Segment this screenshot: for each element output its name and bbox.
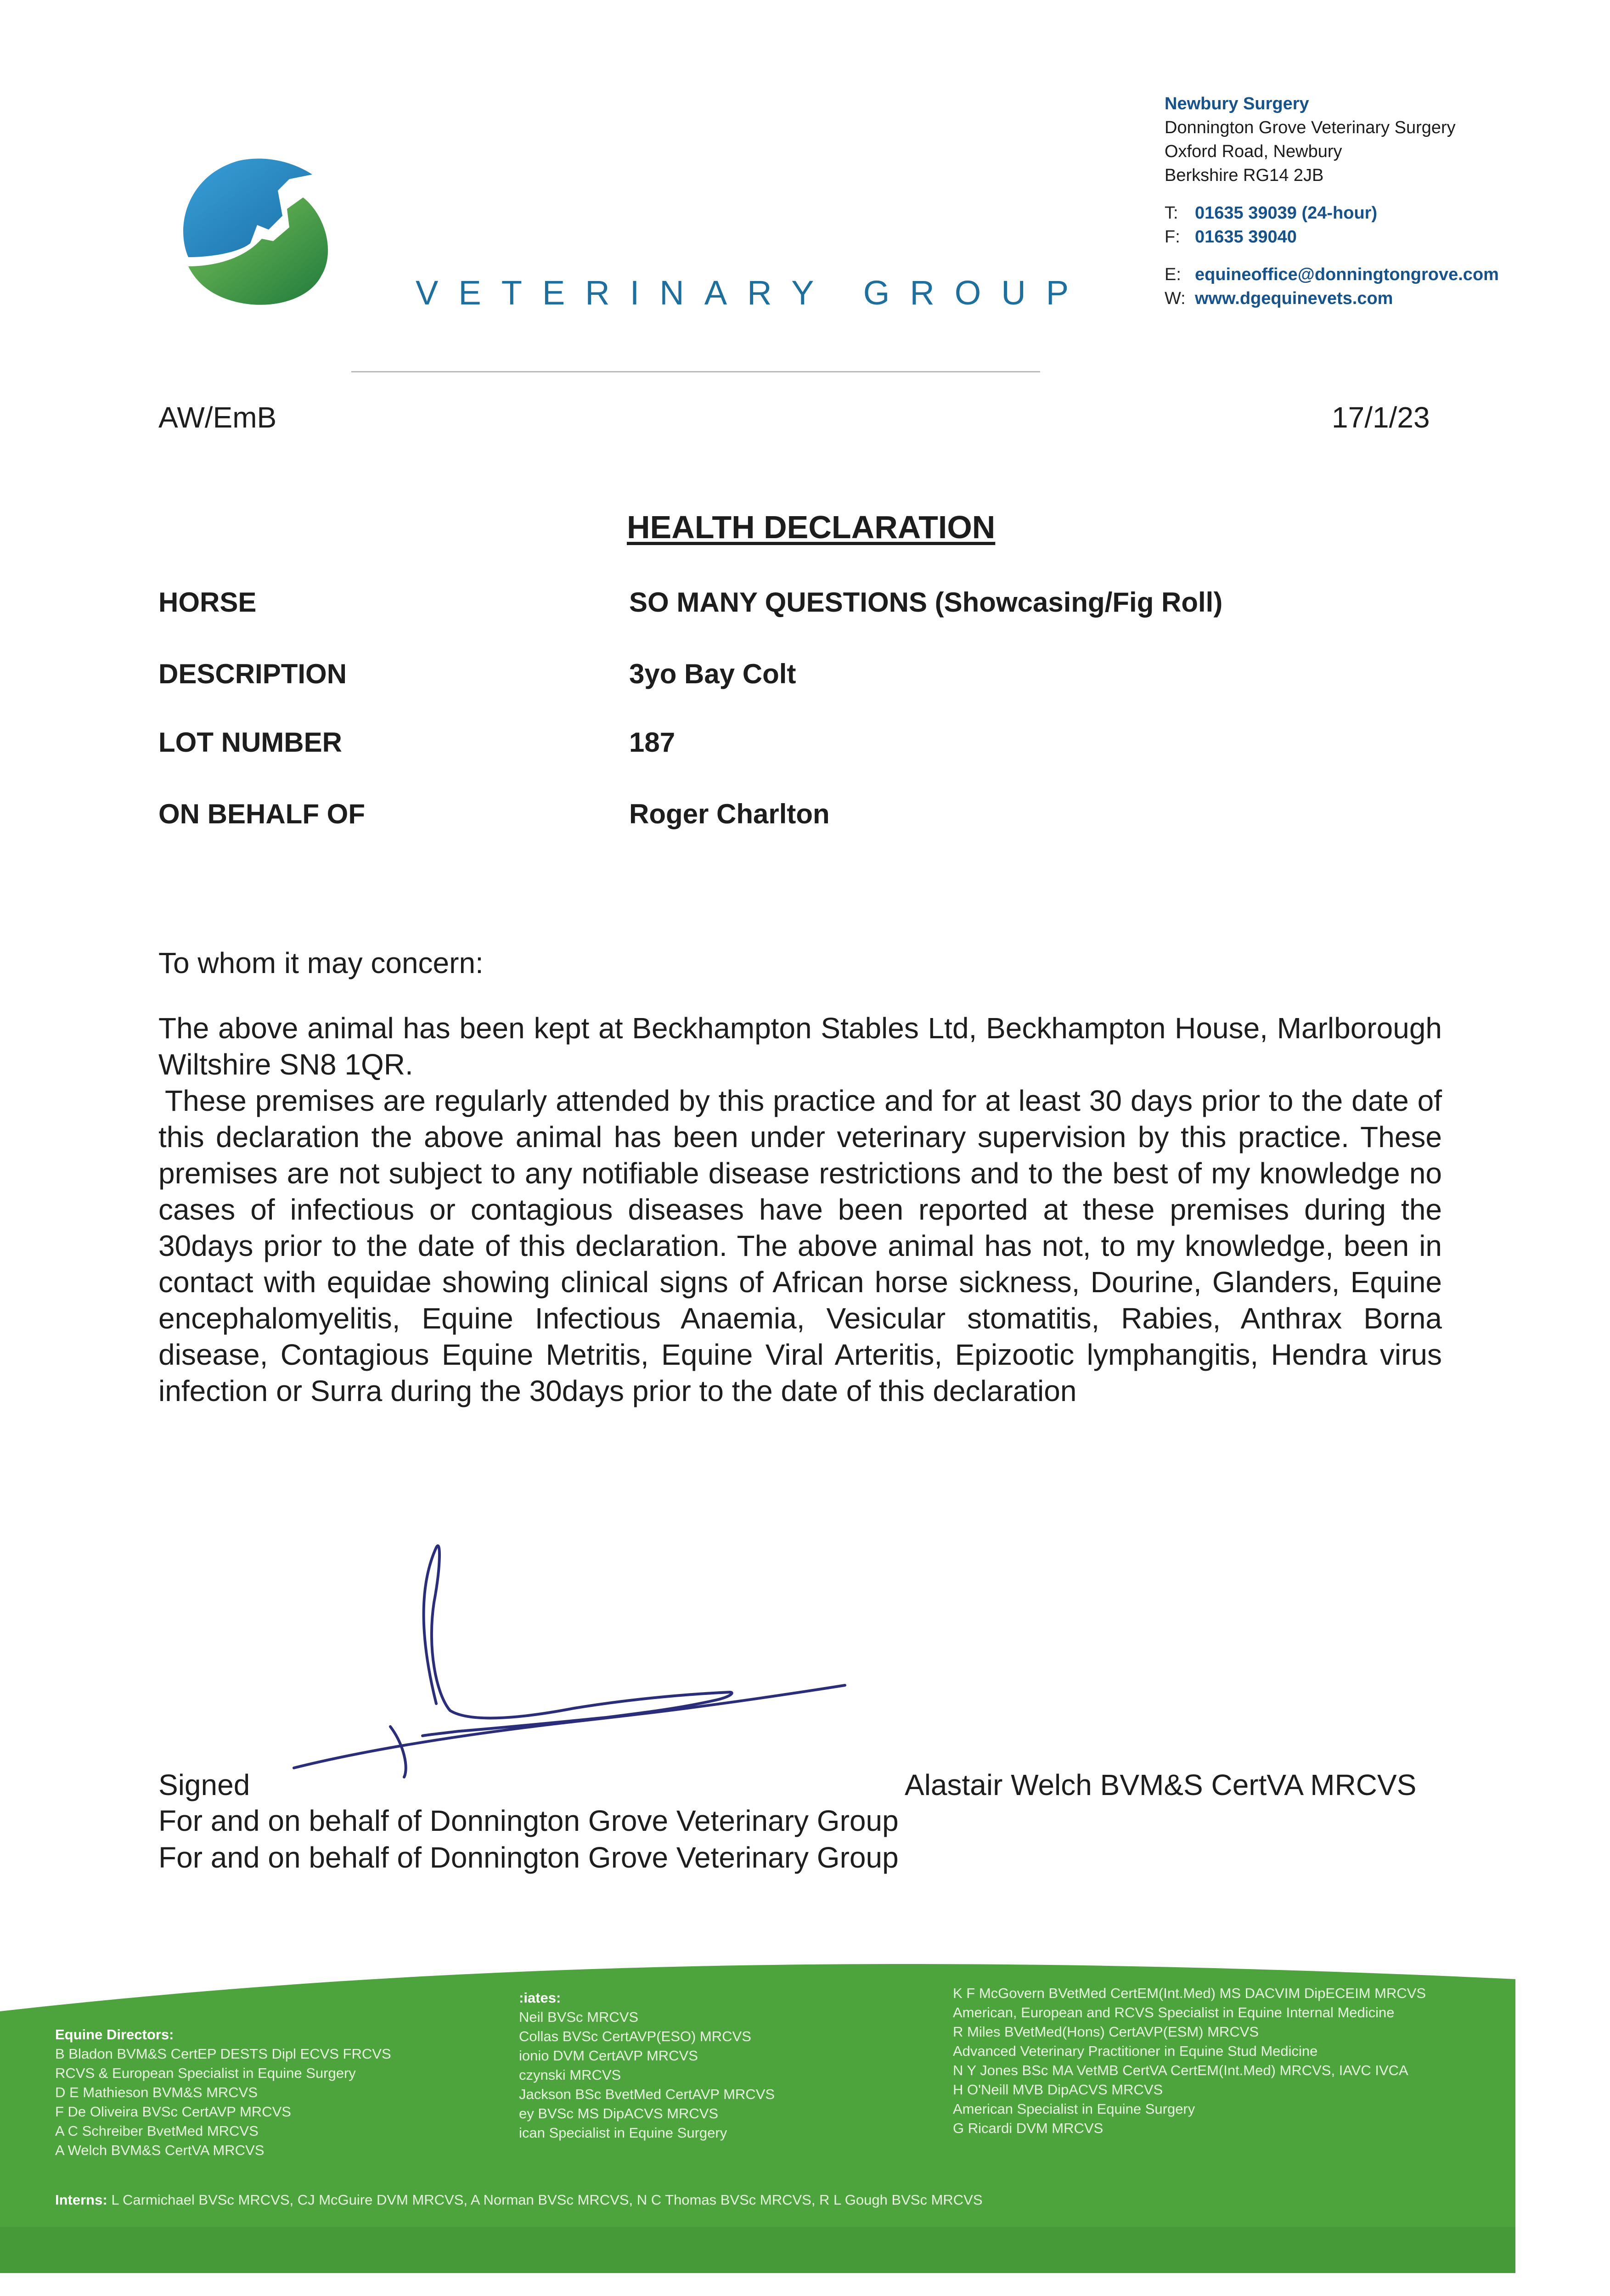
signatory-name: Alastair Welch BVM&S CertVA MRCVS <box>905 1768 1417 1801</box>
associate-line: Neil BVSc MRCVS <box>519 2009 639 2025</box>
footer <box>0 1952 1610 2296</box>
director-line: F De Oliveira BVSc CertAVP MRCVS <box>55 2104 291 2120</box>
associate-line: czynski MRCVS <box>519 2067 621 2083</box>
field-label-description: DESCRIPTION <box>158 658 347 689</box>
field-label-lot-number: LOT NUMBER <box>158 727 342 758</box>
specialist-line: Advanced Veterinary Practitioner in Equine Stud Medicine <box>953 2043 1318 2059</box>
surgery-name: Newbury Surgery <box>1165 94 1309 113</box>
interns-line <box>55 2190 983 2210</box>
field-label-horse: HORSE <box>158 587 257 618</box>
signature <box>276 1529 873 1786</box>
behalf-line: For and on behalf of Donnington Grove Veterinary Group <box>158 1804 899 1837</box>
page-title: HEALTH DECLARATION <box>627 509 996 545</box>
field-value-on-behalf-of: Roger Charlton <box>629 799 830 829</box>
associate-line: Jackson BSc BvetMed CertAVP MRCVS <box>519 2086 775 2102</box>
field-value-horse: SO MANY QUESTIONS (Showcasing/Fig Roll) <box>629 587 1223 618</box>
director-line: RCVS & European Specialist in Equine Surgery <box>55 2065 356 2081</box>
associates-heading: :iates: <box>519 1990 561 2006</box>
fax-number: 01635 39040 <box>1195 227 1297 247</box>
signed-label: Signed <box>158 1768 250 1801</box>
declaration-body <box>158 1010 1442 1409</box>
directors-heading: Equine Directors: <box>55 2026 174 2043</box>
paragraph: These premises are regularly attended by this practice and for at least 30 days prior to the date of this declaration the above animal has been under veterinary supervision by this practice. These premises are not subject to any notifiable disease restrictions and to the best of my knowledge no cases of infectious or contagious diseases have been reported at these premises during the 30days prior to the date of this declaration. The above animal has not, to my knowledge, been in contact with equidae showing clinical signs of African horse sickness, Dourine, Glanders, Equine encephalomyelitis, Equine Infectious Anaemia, Vesicular stomatitis, Rabies, Anthrax Borna disease, Contagious Equine Metritis, Equine Viral Arteritis, Epizootic lymphangitis, Hendra virus infection or Surra during the 30days prior to the date of this declaration <box>158 1084 1442 1407</box>
director-line: B Bladon BVM&S CertEP DESTS Dipl ECVS FRCVS <box>55 2046 391 2062</box>
interns-label: Interns: <box>55 2192 107 2208</box>
interns-list: L Carmichael BVSc MRCVS, CJ McGuire DVM MRCVS, A Norman BVSc MRCVS, N C Thomas BVSc MRCVS, R L Gough BVSc MRCVS <box>111 2192 983 2208</box>
letter-date: 17/1/23 <box>1332 401 1430 434</box>
director-line: A Welch BVM&S CertVA MRCVS <box>55 2142 265 2158</box>
specialist-line: N Y Jones BSc MA VetMB CertVA CertEM(Int.Med) MRCVS, IAVC IVCA <box>953 2062 1408 2078</box>
associate-line: Collas BVSc CertAVP(ESO) MRCVS <box>519 2028 751 2044</box>
field-value-lot-number: 187 <box>629 727 676 758</box>
reference: AW/EmB <box>158 401 277 434</box>
header-divider <box>351 371 1040 372</box>
email-label: E: <box>1165 265 1181 284</box>
tel-label: T: <box>1165 203 1178 223</box>
associate-line: ey BVSc MS DipACVS MRCVS <box>519 2105 719 2122</box>
directors-column <box>55 2025 391 2160</box>
web-label: W: <box>1165 289 1186 308</box>
greeting: To whom it may concern: <box>158 946 484 979</box>
address-line: Berkshire RG14 2JB <box>1165 166 1324 185</box>
email-link[interactable]: equineoffice@donningtongrove.com <box>1195 265 1499 284</box>
associates-column <box>519 1988 775 2143</box>
fax-label: F: <box>1165 227 1180 247</box>
director-line: A C Schreiber BvetMed MRCVS <box>55 2123 259 2139</box>
logo-wordmark: VETERINARY GROUP <box>416 274 1089 312</box>
field-label-on-behalf-of: ON BEHALF OF <box>158 799 365 829</box>
specialist-line: K F McGovern BVetMed CertEM(Int.Med) MS DACVIM DipECEIM MRCVS <box>953 1985 1426 2001</box>
logo-icon <box>170 147 344 321</box>
web-link[interactable]: www.dgequinevets.com <box>1195 289 1393 308</box>
tel-number: 01635 39039 (24-hour) <box>1195 203 1378 223</box>
specialists-column <box>953 1984 1426 2138</box>
associate-line: ionio DVM CertAVP MRCVS <box>519 2048 698 2064</box>
contact-block <box>1165 92 1499 310</box>
field-value-description: 3yo Bay Colt <box>629 658 796 689</box>
address-line: Oxford Road, Newbury <box>1165 142 1342 161</box>
behalf-line: For and on behalf of Donnington Grove Veterinary Group <box>158 1841 899 1874</box>
paragraph: The above animal has been kept at Beckhampton Stables Ltd, Beckhampton House, Marlborough Wiltshire SN8 1QR. <box>158 1012 1442 1081</box>
address-line: Donnington Grove Veterinary Surgery <box>1165 118 1456 137</box>
specialist-line: R Miles BVetMed(Hons) CertAVP(ESM) MRCVS <box>953 2024 1259 2040</box>
specialist-line: American Specialist in Equine Surgery <box>953 2101 1195 2117</box>
director-line: D E Mathieson BVM&S MRCVS <box>55 2084 258 2100</box>
specialist-line: H O'Neill MVB DipACVS MRCVS <box>953 2082 1163 2098</box>
specialist-line: G Ricardi DVM MRCVS <box>953 2120 1103 2136</box>
associate-line: ican Specialist in Equine Surgery <box>519 2125 727 2141</box>
specialist-line: American, European and RCVS Specialist in Equine Internal Medicine <box>953 2004 1395 2020</box>
